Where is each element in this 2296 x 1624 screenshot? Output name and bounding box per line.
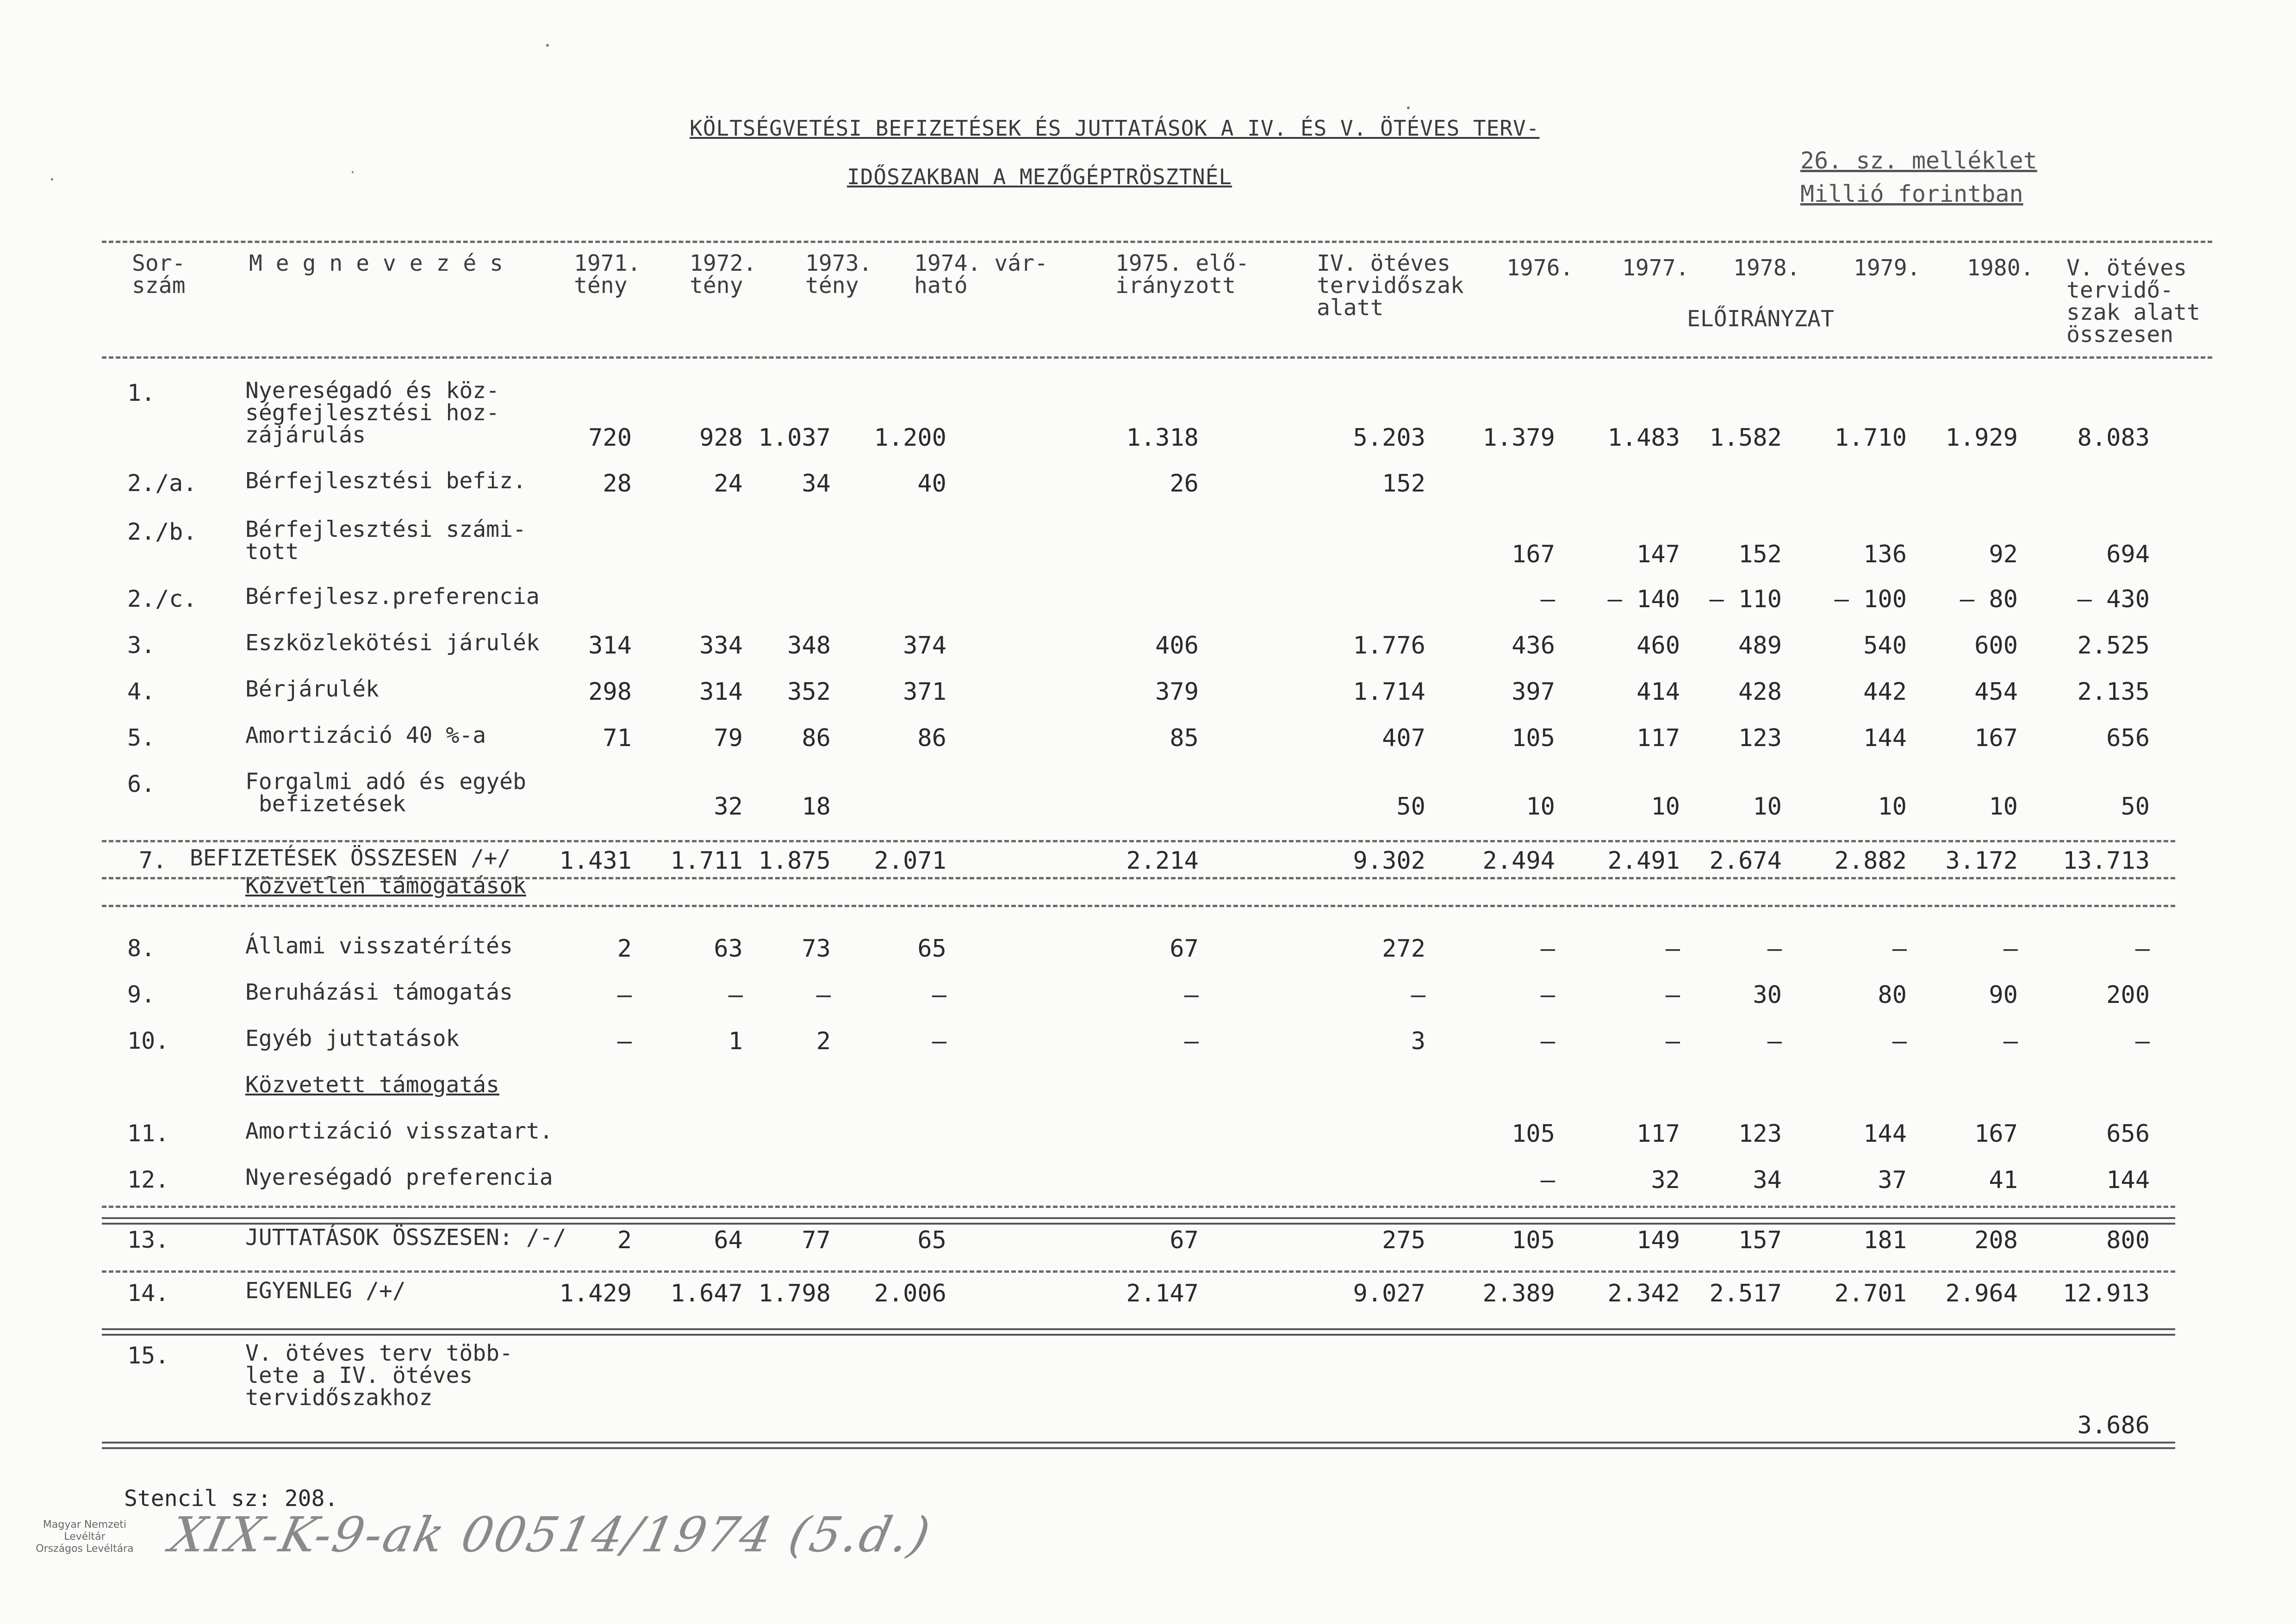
value-cell: 2.214 [1126, 847, 1199, 875]
value-cell: – [2135, 1027, 2150, 1055]
value-cell: – 140 [1607, 585, 1680, 613]
row-label: Amortizáció visszatart. [245, 1118, 553, 1144]
value-cell: 1.776 [1353, 632, 1425, 660]
value-cell: 352 [787, 678, 831, 706]
value-cell: 10 [1526, 793, 1555, 821]
value-cell: 2.135 [2077, 678, 2150, 706]
value-cell: 2 [617, 935, 632, 963]
row-label: Bérjárulék [245, 676, 379, 702]
row-label: V. ötéves terv több- lete a IV. ötéves tervidőszakhoz [245, 1340, 513, 1411]
value-cell: 2 [617, 1226, 632, 1254]
row-number: 3. [127, 632, 156, 659]
value-cell: – [1767, 1027, 1782, 1055]
value-cell: – [1665, 935, 1680, 963]
value-cell: 152 [1382, 470, 1425, 498]
value-cell: 1.037 [758, 424, 831, 452]
rule-before-benefits-total [102, 1206, 2175, 1208]
value-cell: 144 [1863, 1120, 1907, 1148]
value-cell: 144 [2106, 1166, 2150, 1194]
header-y1978: 1978. [1733, 255, 1800, 281]
value-cell: – [1540, 981, 1555, 1009]
value-cell: 92 [1989, 541, 2018, 568]
value-cell: 800 [2106, 1226, 2150, 1254]
row-label: Amortizáció 40 %-a [245, 722, 486, 748]
value-cell: 656 [2106, 724, 2150, 752]
value-cell: 117 [1636, 724, 1680, 752]
value-cell: 1 [728, 1027, 743, 1055]
value-cell: – [617, 1027, 632, 1055]
scan-speck [352, 171, 354, 173]
value-cell: 1.582 [1709, 424, 1782, 452]
value-cell: 86 [802, 724, 831, 752]
row-number: 12. [127, 1166, 169, 1193]
header-col-name: M e g n e v e z é s [249, 250, 504, 276]
document-title: KÖLTSÉGVETÉSI BEFIZETÉSEK ÉS JUTTATÁSOK A IV. ÉS V. ÖTÉVES TERV- [690, 116, 1540, 141]
value-cell: 334 [699, 632, 743, 660]
value-cell: 80 [1878, 981, 1907, 1009]
row-number: 4. [127, 678, 156, 705]
value-cell: – [1892, 935, 1907, 963]
value-cell: 2 [816, 1027, 831, 1055]
rule-section-break [102, 905, 2175, 907]
value-cell: 10 [1989, 793, 2018, 821]
value-cell: 272 [1382, 935, 1425, 963]
row-label: BEFIZETÉSEK ÖSSZESEN /+/ [190, 845, 511, 871]
row-number: 9. [127, 981, 156, 1008]
value-cell: 442 [1863, 678, 1907, 706]
value-cell: – [816, 981, 831, 1009]
row-label: Egyéb juttatások [245, 1026, 460, 1052]
value-cell: 1.647 [670, 1280, 743, 1307]
value-cell: 2.701 [1834, 1280, 1907, 1307]
annex-number: 26. sz. melléklet [1800, 147, 2037, 174]
value-cell: 5.203 [1353, 424, 1425, 452]
value-cell: 1.798 [758, 1280, 831, 1307]
value-cell: – [1767, 935, 1782, 963]
archive-stamp: Magyar Nemzeti Levéltár Országos Levéltára [36, 1519, 134, 1555]
value-cell: 167 [1974, 724, 2018, 752]
row-number: 13. [127, 1226, 169, 1253]
value-cell: 298 [588, 678, 632, 706]
value-cell: 13.713 [2063, 847, 2150, 875]
value-cell: 3.172 [1945, 847, 2018, 875]
value-cell: 374 [903, 632, 946, 660]
header-y1976: 1976. [1506, 255, 1574, 281]
archive-signature: XIX-K-9-ak 00514/1974 (5.d.) [165, 1506, 937, 1563]
value-cell: 9.302 [1353, 847, 1425, 875]
header-bottom-rule [102, 356, 2212, 359]
row-label: Állami visszatérítés [245, 933, 513, 959]
value-cell: 371 [903, 678, 946, 706]
section-heading: Közvetett támogatás [245, 1072, 500, 1098]
scan-speck [546, 44, 549, 47]
value-cell: 32 [714, 793, 743, 821]
value-cell: 600 [1974, 632, 2018, 660]
value-cell: 2.494 [1482, 847, 1555, 875]
value-cell: 24 [714, 470, 743, 498]
value-cell: 1.711 [670, 847, 743, 875]
value-cell: 79 [714, 724, 743, 752]
value-cell: 406 [1155, 632, 1199, 660]
value-cell: 32 [1651, 1166, 1680, 1194]
value-cell: 720 [588, 424, 632, 452]
row-label: EGYENLEG /+/ [245, 1278, 406, 1304]
value-cell: 10 [1878, 793, 1907, 821]
value-cell: 123 [1738, 724, 1782, 752]
header-y1973: 1973. tény [805, 250, 872, 299]
value-cell: 379 [1155, 678, 1199, 706]
value-cell: 10 [1753, 793, 1782, 821]
value-cell: – [1665, 981, 1680, 1009]
row-label: Forgalmi adó és egyéb befizetések [245, 769, 526, 817]
row-number: 10. [127, 1027, 169, 1054]
value-cell: 26 [1170, 470, 1199, 498]
value-cell: 105 [1512, 1226, 1555, 1254]
document-subtitle: IDŐSZAKBAN A MEZŐGÉPTRÖSZTNÉL [847, 164, 1232, 189]
value-cell: 50 [2121, 793, 2150, 821]
value-cell: 2.147 [1126, 1280, 1199, 1307]
value-cell: – [1540, 1166, 1555, 1194]
value-cell: 314 [588, 632, 632, 660]
value-cell: 147 [1636, 541, 1680, 568]
header-col-no: Sor- szám [132, 250, 186, 299]
value-cell: 34 [1753, 1166, 1782, 1194]
value-cell: 40 [917, 470, 946, 498]
row-label: Nyereségadó preferencia [245, 1164, 553, 1190]
value-cell: – 110 [1709, 585, 1782, 613]
value-cell: – [932, 981, 946, 1009]
value-cell: 3 [1411, 1027, 1425, 1055]
unit-label: Millió forintban [1800, 180, 2023, 207]
header-iv-total: IV. ötéves tervidőszak alatt [1317, 250, 1464, 321]
value-cell: – [1892, 1027, 1907, 1055]
value-cell: 2.517 [1709, 1280, 1782, 1307]
value-cell: – [1540, 585, 1555, 613]
value-cell: 1.429 [559, 1280, 632, 1307]
value-cell: 2.882 [1834, 847, 1907, 875]
value-cell: 1.710 [1834, 424, 1907, 452]
value-cell: – [1540, 1027, 1555, 1055]
row-label: Eszközlekötési járulék [245, 630, 540, 656]
value-cell: 65 [917, 935, 946, 963]
row-label: Bérfejlesz.preferencia [245, 584, 540, 610]
value-cell: 34 [802, 470, 831, 498]
header-y1975: 1975. elő- irányzott [1115, 250, 1249, 299]
value-cell: – [1411, 981, 1425, 1009]
value-cell: 144 [1863, 724, 1907, 752]
value-cell: 414 [1636, 678, 1680, 706]
row-label: Beruházási támogatás [245, 979, 513, 1005]
row-number: 8. [127, 935, 156, 962]
value-cell: 407 [1382, 724, 1425, 752]
value-cell: 64 [714, 1226, 743, 1254]
header-y1971: 1971. tény [574, 250, 641, 299]
value-cell: 10 [1651, 793, 1680, 821]
value-cell: – [1184, 981, 1199, 1009]
value-cell: 2.342 [1607, 1280, 1680, 1307]
value-cell: – [1665, 1027, 1680, 1055]
value-cell: 67 [1170, 1226, 1199, 1254]
value-cell: 1.318 [1126, 424, 1199, 452]
value-cell: 86 [917, 724, 946, 752]
header-y1977: 1977. [1622, 255, 1689, 281]
value-cell: – [2135, 935, 2150, 963]
value-cell: 2.071 [874, 847, 946, 875]
table-bottom-rule [102, 1442, 2175, 1449]
value-cell: 73 [802, 935, 831, 963]
row-number: 7. [139, 847, 167, 874]
header-y1974: 1974. vár- ható [914, 250, 1048, 299]
row-label: Nyereségadó és köz- ségfejlesztési hoz- zájárulás [245, 378, 500, 448]
value-cell: 540 [1863, 632, 1907, 660]
value-cell: 37 [1878, 1166, 1907, 1194]
value-cell: 436 [1512, 632, 1555, 660]
value-cell: 9.027 [1353, 1280, 1425, 1307]
value-cell: 30 [1753, 981, 1782, 1009]
value-cell: – [617, 981, 632, 1009]
rule-after-balance [102, 1328, 2175, 1336]
value-cell: 1.714 [1353, 678, 1425, 706]
value-cell: 460 [1636, 632, 1680, 660]
row-label: JUTTATÁSOK ÖSSZESEN: /-/ [245, 1225, 566, 1251]
value-cell: 428 [1738, 678, 1782, 706]
value-cell: 18 [802, 793, 831, 821]
rule-before-balance [102, 1270, 2175, 1273]
value-cell: 275 [1382, 1226, 1425, 1254]
value-cell: 208 [1974, 1226, 2018, 1254]
value-cell: 167 [1512, 541, 1555, 568]
header-y1979: 1979. [1854, 255, 1921, 281]
row-number: 1. [127, 380, 156, 406]
header-y1980: 1980. [1967, 255, 2034, 281]
value-cell: 348 [787, 632, 831, 660]
value-cell: 2.389 [1482, 1280, 1555, 1307]
row-label: Bérfejlesztési befiz. [245, 468, 526, 494]
value-cell: 1.929 [1945, 424, 2018, 452]
value-cell: – [1540, 935, 1555, 963]
rule-benefits-total [102, 1217, 2175, 1225]
value-cell: 454 [1974, 678, 2018, 706]
value-cell: 928 [699, 424, 743, 452]
value-cell: 3.686 [2077, 1412, 2150, 1439]
header-plan-group: ELŐIRÁNYZAT [1687, 306, 1834, 332]
value-cell: 77 [802, 1226, 831, 1254]
value-cell: – [932, 1027, 946, 1055]
value-cell: 63 [714, 935, 743, 963]
value-cell: 157 [1738, 1226, 1782, 1254]
scan-speck [1407, 106, 1410, 109]
value-cell: – [2003, 1027, 2018, 1055]
scan-speck [51, 178, 53, 180]
value-cell: 1.431 [559, 847, 632, 875]
value-cell: 200 [2106, 981, 2150, 1009]
value-cell: 105 [1512, 1120, 1555, 1148]
value-cell: – 430 [2077, 585, 2150, 613]
value-cell: 489 [1738, 632, 1782, 660]
row-number: 14. [127, 1280, 169, 1307]
value-cell: 123 [1738, 1120, 1782, 1148]
value-cell: 152 [1738, 541, 1782, 568]
value-cell: 1.875 [758, 847, 831, 875]
value-cell: – [728, 981, 743, 1009]
value-cell: 2.491 [1607, 847, 1680, 875]
value-cell: – [2003, 935, 2018, 963]
value-cell: 1.483 [1607, 424, 1680, 452]
value-cell: 90 [1989, 981, 2018, 1009]
value-cell: – 100 [1834, 585, 1907, 613]
row-number: 5. [127, 724, 156, 751]
value-cell: 136 [1863, 541, 1907, 568]
value-cell: 167 [1974, 1120, 2018, 1148]
stencil-number: Stencil sz: 208. [124, 1486, 338, 1512]
section-heading: Közvetlen támogatások [245, 873, 526, 899]
value-cell: 12.913 [2063, 1280, 2150, 1307]
value-cell: 694 [2106, 541, 2150, 568]
header-y1972: 1972. tény [690, 250, 757, 299]
value-cell: 8.083 [2077, 424, 2150, 452]
value-cell: 656 [2106, 1120, 2150, 1148]
row-number: 11. [127, 1120, 169, 1147]
value-cell: 149 [1636, 1226, 1680, 1254]
row-number: 2./c. [127, 585, 197, 612]
row-number: 2./b. [127, 518, 197, 545]
value-cell: 181 [1863, 1226, 1907, 1254]
value-cell: – 80 [1960, 585, 2018, 613]
value-cell: 397 [1512, 678, 1555, 706]
value-cell: 117 [1636, 1120, 1680, 1148]
value-cell: 50 [1396, 793, 1425, 821]
header-v-total: V. ötéves tervidő- szak alatt összesen [2066, 255, 2200, 348]
value-cell: 41 [1989, 1166, 2018, 1194]
value-cell: 2.674 [1709, 847, 1782, 875]
header-top-rule [102, 241, 2212, 243]
value-cell: 2.964 [1945, 1280, 2018, 1307]
value-cell: – [1184, 1027, 1199, 1055]
value-cell: 65 [917, 1226, 946, 1254]
value-cell: 28 [603, 470, 632, 498]
value-cell: 85 [1170, 724, 1199, 752]
row-label: Bérfejlesztési számi- tott [245, 516, 526, 565]
row-number: 15. [127, 1342, 169, 1369]
value-cell: 67 [1170, 935, 1199, 963]
row-number: 6. [127, 771, 156, 797]
rule-before-payments-total [102, 840, 2175, 842]
value-cell: 1.200 [874, 424, 946, 452]
rule-after-payments-total [102, 877, 2175, 879]
value-cell: 71 [603, 724, 632, 752]
value-cell: 105 [1512, 724, 1555, 752]
value-cell: 1.379 [1482, 424, 1555, 452]
value-cell: 314 [699, 678, 743, 706]
value-cell: 2.006 [874, 1280, 946, 1307]
value-cell: 2.525 [2077, 632, 2150, 660]
row-number: 2./a. [127, 470, 197, 497]
